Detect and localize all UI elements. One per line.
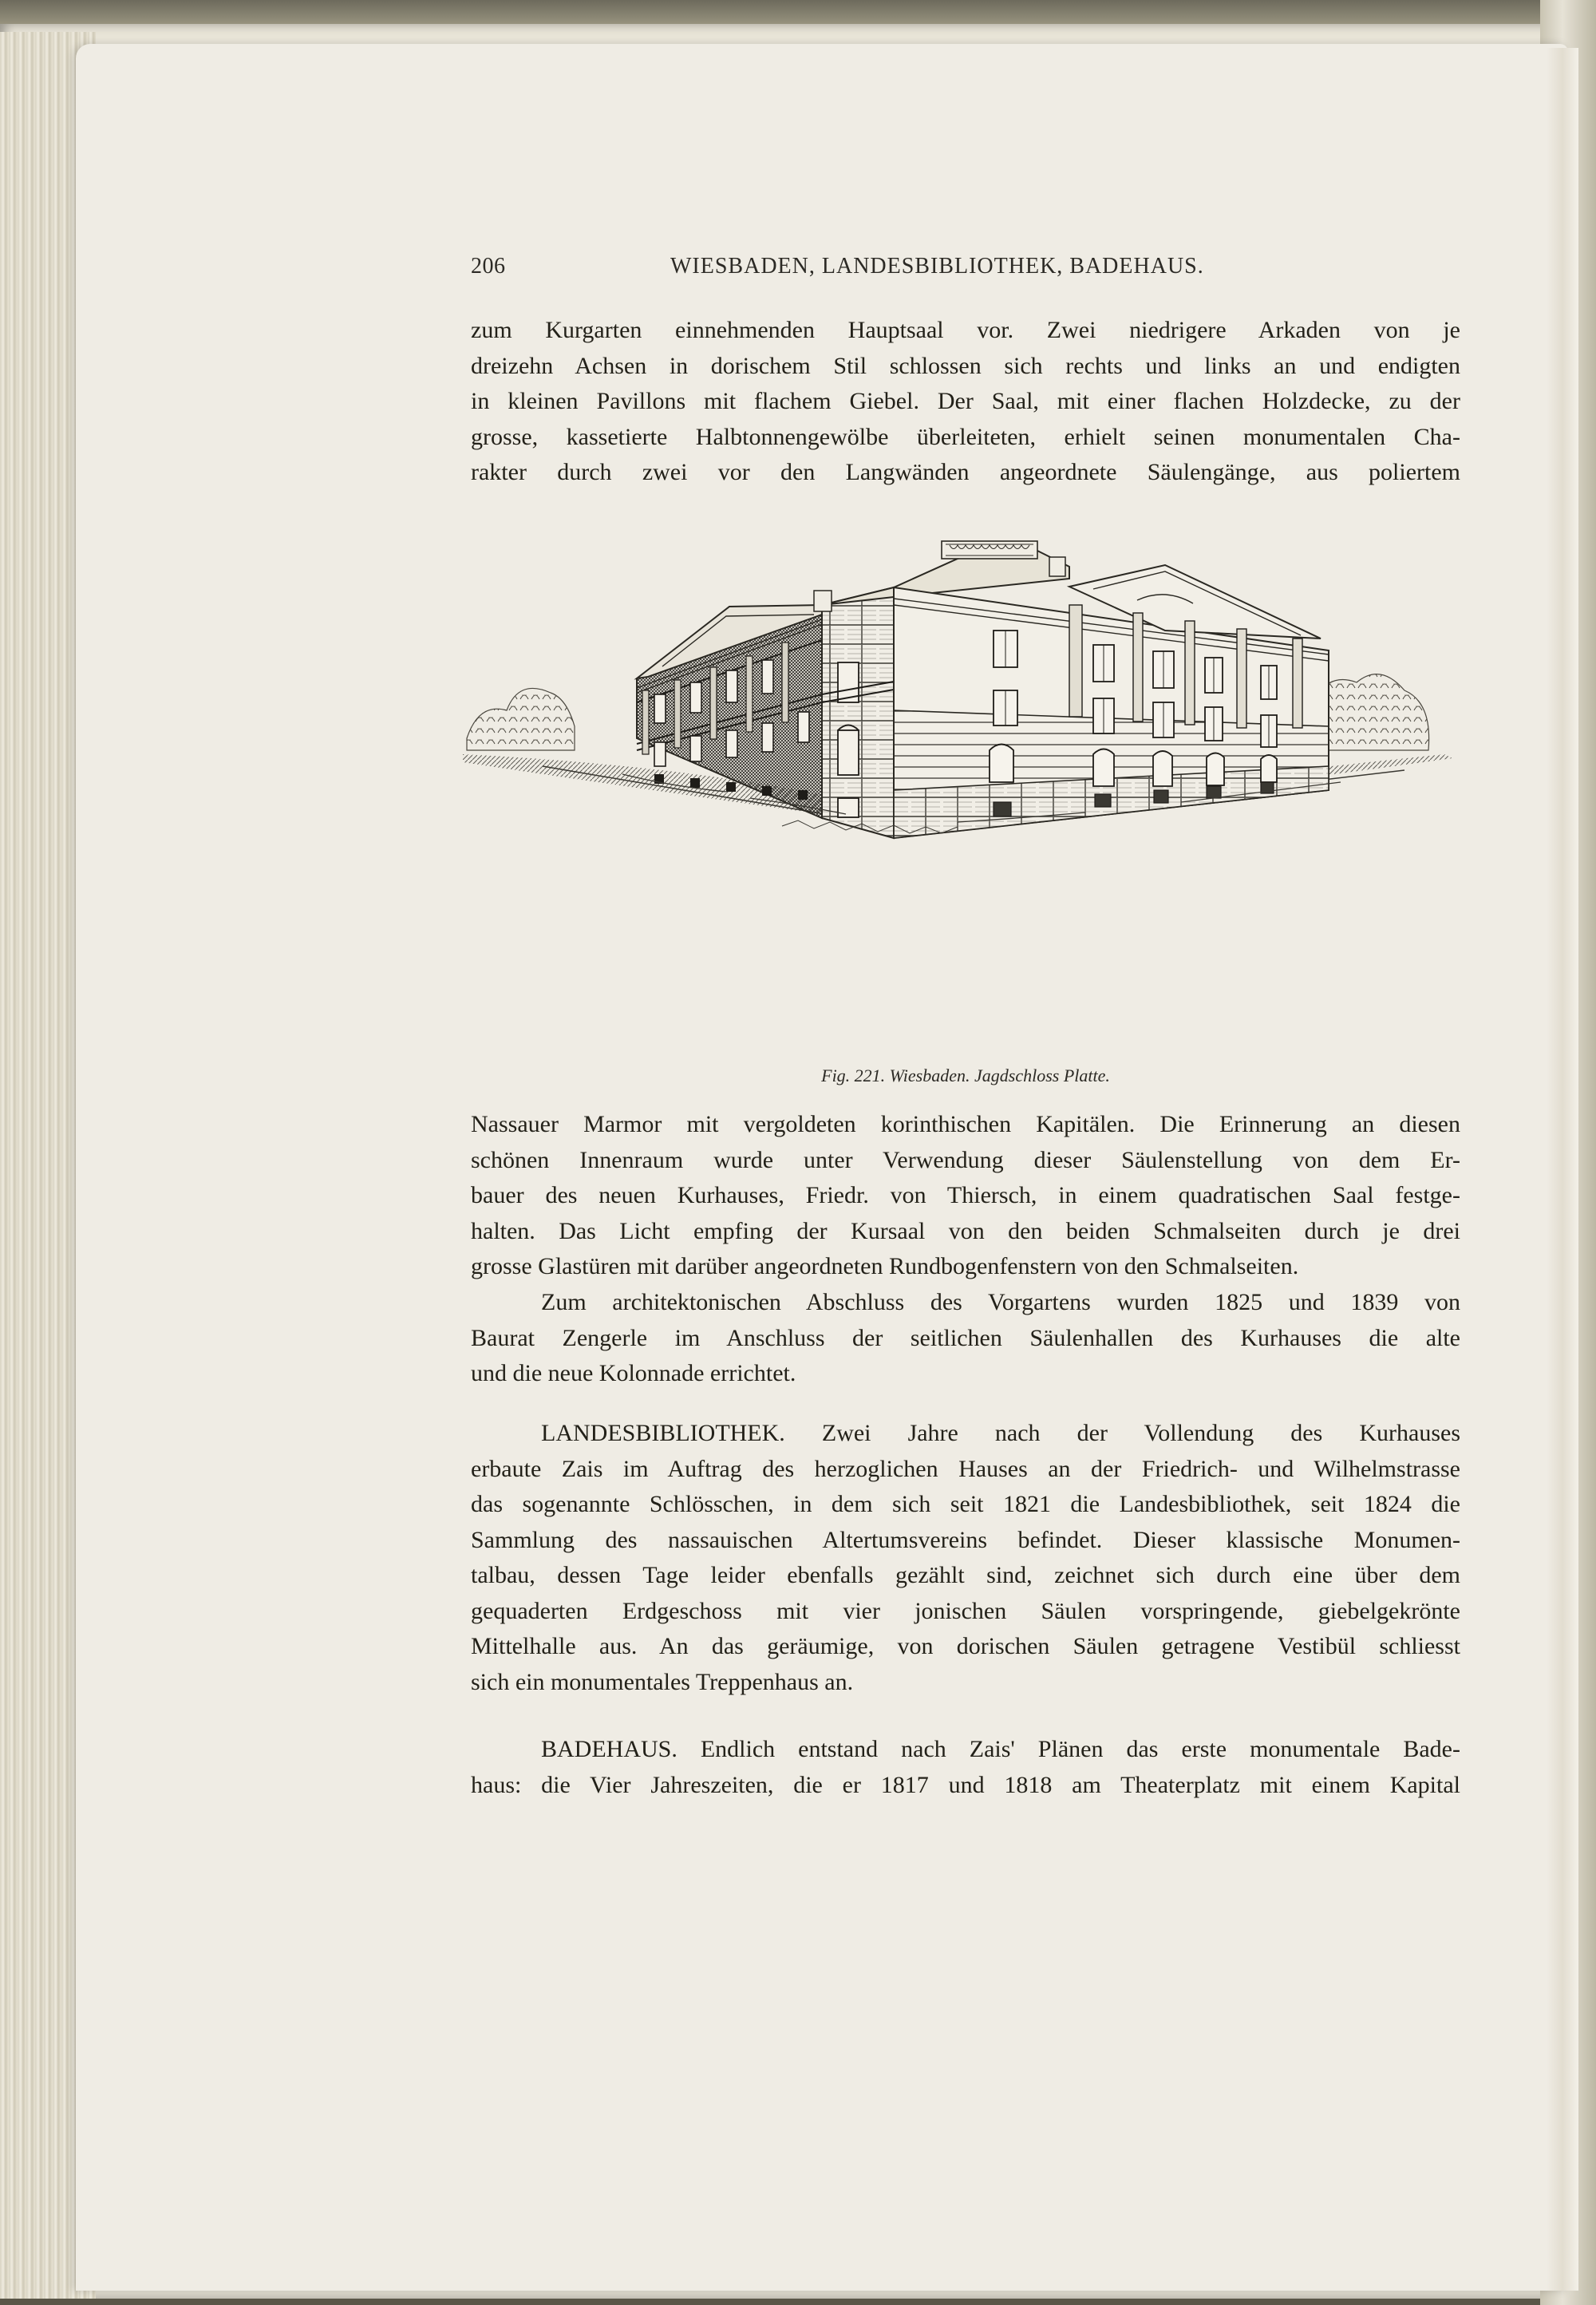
text-line: schönen Innenraum wurde unter Verwendung dieser Säulenstellung von dem Er- — [471, 1146, 1460, 1173]
text-line: BADEHAUS. Endlich entstand nach Zais' Plänen das erste monumentale Bade- — [541, 1736, 1460, 1762]
text-line: zum Kurgarten einnehmenden Hauptsaal vor. Zwei niedrigere Arkaden von je — [471, 317, 1460, 343]
text-line: Mittelhalle aus. An das geräumige, von dorischen Säulen getragene Vestibül schliesst — [471, 1633, 1460, 1659]
paragraph-badehaus — [471, 1732, 1460, 1803]
paragraph-2 — [471, 1107, 1460, 1285]
paragraph-3 — [471, 1285, 1460, 1392]
text-line: in kleinen Pavillons mit flachem Giebel. Der Saal, mit einer flachen Holzdecke, zu der — [471, 388, 1460, 414]
page-right-edge — [1547, 48, 1578, 2291]
text-line: gequaderten Erdgeschoss mit vier jonischen Säulen vorspringende, giebelgekrönte — [471, 1597, 1460, 1624]
running-head — [471, 254, 1460, 286]
text-line: Nassauer Marmor mit vergoldeten korinthischen Kapitälen. Die Erinnerung an diesen — [471, 1111, 1460, 1137]
text-line: LANDESBIBLIOTHEK. Zwei Jahre nach der Vollendung des Kurhauses — [541, 1420, 1460, 1446]
text-line: talbau, dessen Tage leider ebenfalls gezählt sind, zeichnet sich durch eine über dem — [471, 1562, 1460, 1588]
text-line: grosse Glastüren mit darüber angeordneten Rundbogenfenstern von den Schmalseiten. — [471, 1253, 1299, 1279]
page-number: 206 — [471, 254, 506, 279]
text-line: Zum architektonischen Abschluss des Vorgartens wurden 1825 und 1839 von — [541, 1289, 1460, 1315]
text-line: Baurat Zengerle im Anschluss der seitlichen Säulenhallen des Kurhauses die alte — [471, 1324, 1460, 1351]
figure-caption: Fig. 221. Wiesbaden. Jagdschloss Platte. — [821, 1066, 1110, 1085]
text-line: erbaute Zais im Auftrag des herzoglichen Hauses an der Friedrich- und Wilhelmstrasse — [471, 1455, 1460, 1482]
text-line: halten. Das Licht empfing der Kursaal von den beiden Schmalseiten durch je drei — [471, 1217, 1460, 1244]
paragraph-1 — [471, 313, 1460, 491]
text-line: bauer des neuen Kurhauses, Friedr. von Thiersch, in einem quadratischen Saal festge- — [471, 1182, 1460, 1208]
text-line: und die neue Kolonnade errichtet. — [471, 1360, 796, 1386]
text-line: das sogenannte Schlösschen, in dem sich seit 1821 die Landesbibliothek, seit 1824 die — [471, 1491, 1460, 1517]
text-line: dreizehn Achsen in dorischem Stil schlossen sich rechts und links an und endigten — [471, 352, 1460, 379]
text-line: grosse, kassetierte Halbtonnengewölbe überleiteten, erhielt seinen monumentalen Cha- — [471, 423, 1460, 450]
text-line: Sammlung des nassauischen Altertumsvereins befindet. Dieser klassische Monumen- — [471, 1526, 1460, 1553]
text-line: rakter durch zwei vor den Langwänden angeordnete Säulengänge, aus poliertem — [471, 459, 1460, 485]
paragraph-landesbibliothek — [471, 1416, 1460, 1700]
building-illustration — [463, 511, 1484, 1062]
running-head-title: WIESBADEN, LANDESBIBLIOTHEK, BADEHAUS. — [670, 254, 1204, 279]
text-line: haus: die Vier Jahreszeiten, die er 1817 und 1818 am Theaterplatz mit einem Kapital — [471, 1771, 1460, 1798]
figure-engraving — [463, 511, 1484, 1062]
text-line: sich ein monumentales Treppenhaus an. — [471, 1668, 854, 1695]
